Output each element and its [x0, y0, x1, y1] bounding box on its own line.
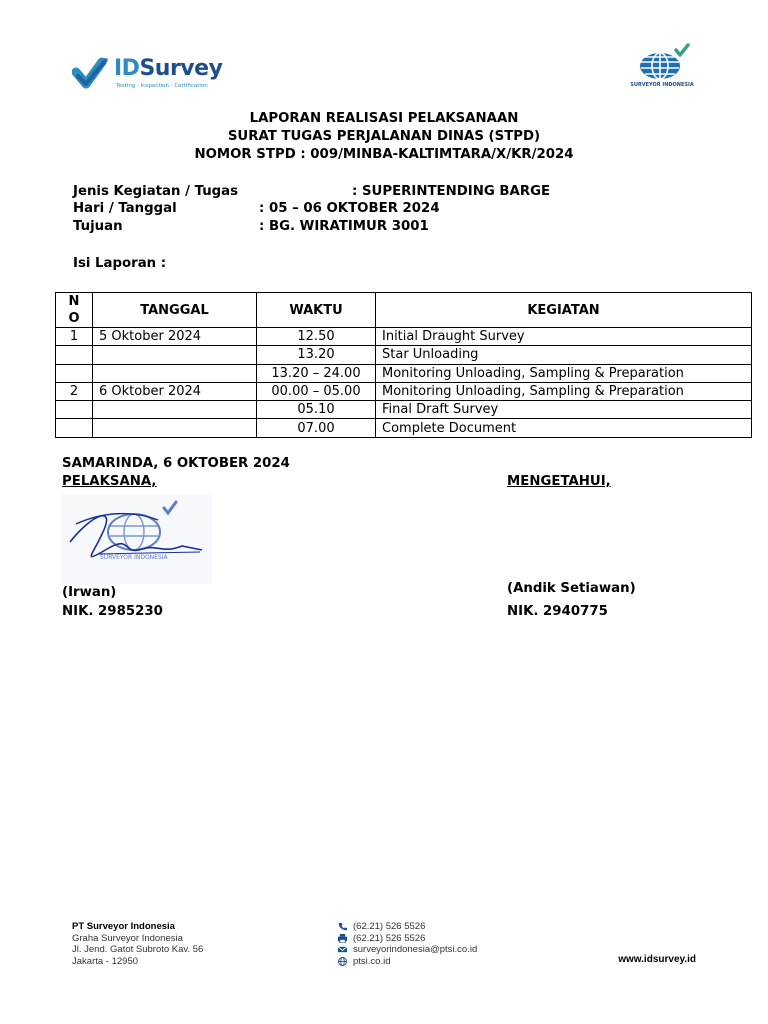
- cell-kegiatan: Complete Document: [376, 419, 752, 437]
- footer-email-row: [338, 944, 477, 956]
- cell-no: [56, 364, 93, 382]
- cell-waktu: 07.00: [257, 419, 376, 437]
- cell-kegiatan: Final Draft Survey: [376, 401, 752, 419]
- idsurvey-logo: [72, 52, 222, 94]
- table-row: [56, 364, 752, 382]
- tanggal-label: Hari / Tanggal: [73, 201, 177, 216]
- footer-address: [72, 921, 203, 967]
- isi-laporan-label: Isi Laporan :: [73, 256, 167, 271]
- idsurvey-check-icon: [72, 54, 112, 94]
- header-no-line1: N: [68, 294, 80, 309]
- surveyor-indonesia-logo: [632, 42, 692, 92]
- report-title: LAPORAN REALISASI PELAKSANAAN: [249, 111, 519, 126]
- idsurvey-tagline: Testing · Inspection · Certification: [116, 83, 208, 89]
- right-signer-nik: NIK. 2940775: [507, 604, 608, 619]
- cell-waktu: 13.20 – 24.00: [257, 364, 376, 382]
- cell-no: [56, 346, 93, 364]
- footer-fax: (62.21) 526 5526: [353, 932, 426, 944]
- tujuan-value: : BG. WIRATIMUR 3001: [259, 219, 429, 234]
- cell-waktu: 12.50: [257, 328, 376, 346]
- header-kegiatan: KEGIATAN: [376, 293, 752, 328]
- globe-small-icon: [338, 957, 347, 966]
- table-row: [56, 328, 752, 346]
- footer-company: PT Surveyor Indonesia: [72, 921, 175, 932]
- cell-no: [56, 401, 93, 419]
- right-signer-name: (Andik Setiawan): [507, 581, 636, 596]
- footer-contacts: [338, 921, 477, 967]
- cell-kegiatan: Star Unloading: [376, 346, 752, 364]
- footer-address-line1: Graha Surveyor Indonesia: [72, 932, 183, 944]
- report-subtitle: SURAT TUGAS PERJALANAN DINAS (STPD): [227, 129, 541, 144]
- left-signer-nik: NIK. 2985230: [62, 604, 163, 619]
- footer-fax-row: [338, 933, 477, 945]
- footer-phone-row: [338, 921, 477, 933]
- table-row: [56, 382, 752, 400]
- pelaksana-label: PELAKSANA,: [62, 474, 157, 489]
- cell-tanggal: [93, 419, 257, 437]
- report-table: [55, 292, 752, 438]
- header-waktu: WAKTU: [257, 293, 376, 328]
- cell-waktu: 00.00 – 05.00: [257, 382, 376, 400]
- idsurvey-wordmark: IDSurvey: [114, 56, 223, 81]
- footer-web-row: [338, 956, 477, 968]
- surveyor-indonesia-caption: SURVEYOR INDONESIA: [630, 82, 694, 88]
- cell-kegiatan: Monitoring Unloading, Sampling & Preparation: [376, 364, 752, 382]
- cell-tanggal: [93, 346, 257, 364]
- header-no: [56, 293, 93, 328]
- cell-tanggal: 6 Oktober 2024: [93, 382, 257, 400]
- footer-web-small[interactable]: ptsi.co.id: [353, 955, 391, 967]
- place-date: SAMARINDA, 6 OKTOBER 2024: [62, 456, 290, 471]
- left-signer-name: (Irwan): [62, 585, 117, 600]
- cell-no: [56, 419, 93, 437]
- footer-email[interactable]: surveyorindonesia@ptsi.co.id: [353, 944, 478, 955]
- globe-icon: [632, 42, 692, 82]
- stamp-caption: SURVEYOR INDONESIA: [100, 554, 168, 561]
- table-row: [56, 401, 752, 419]
- footer-address-line3: Jakarta - 12950: [72, 955, 139, 967]
- letterhead-footer: [58, 916, 708, 978]
- cell-tanggal: 5 Oktober 2024: [93, 328, 257, 346]
- tanggal-value: : 05 – 06 OKTOBER 2024: [259, 201, 440, 216]
- phone-icon: [338, 922, 347, 931]
- signature-stamp: [62, 494, 212, 584]
- cell-kegiatan: Monitoring Unloading, Sampling & Preparation: [376, 382, 752, 400]
- cell-waktu: 13.20: [257, 346, 376, 364]
- footer-website[interactable]: www.idsurvey.id: [618, 954, 696, 965]
- kegiatan-value: : SUPERINTENDING BARGE: [352, 184, 551, 199]
- mengetahui-label: MENGETAHUI,: [507, 474, 611, 489]
- header-tanggal: TANGGAL: [93, 293, 257, 328]
- table-row: [56, 346, 752, 364]
- tujuan-label: Tujuan: [73, 219, 123, 234]
- cell-kegiatan: Initial Draught Survey: [376, 328, 752, 346]
- cell-no: 1: [56, 328, 93, 346]
- fax-icon: [338, 934, 347, 943]
- signature-stamp-graphic: [62, 494, 212, 584]
- footer-address-line2: Jl. Jend. Gatot Subroto Kav. 56: [72, 944, 204, 955]
- kegiatan-label: Jenis Kegiatan / Tugas: [73, 184, 239, 199]
- cell-tanggal: [93, 364, 257, 382]
- mail-icon: [338, 945, 347, 954]
- cell-waktu: 05.10: [257, 401, 376, 419]
- table-row: [56, 419, 752, 437]
- table-header-row: [56, 293, 752, 328]
- footer-phone: (62.21) 526 5526: [353, 921, 426, 932]
- cell-tanggal: [93, 401, 257, 419]
- header-no-line2: O: [68, 311, 80, 326]
- cell-no: 2: [56, 382, 93, 400]
- report-number: NOMOR STPD : 009/MINBA-KALTIMTARA/X/KR/2024: [194, 147, 574, 162]
